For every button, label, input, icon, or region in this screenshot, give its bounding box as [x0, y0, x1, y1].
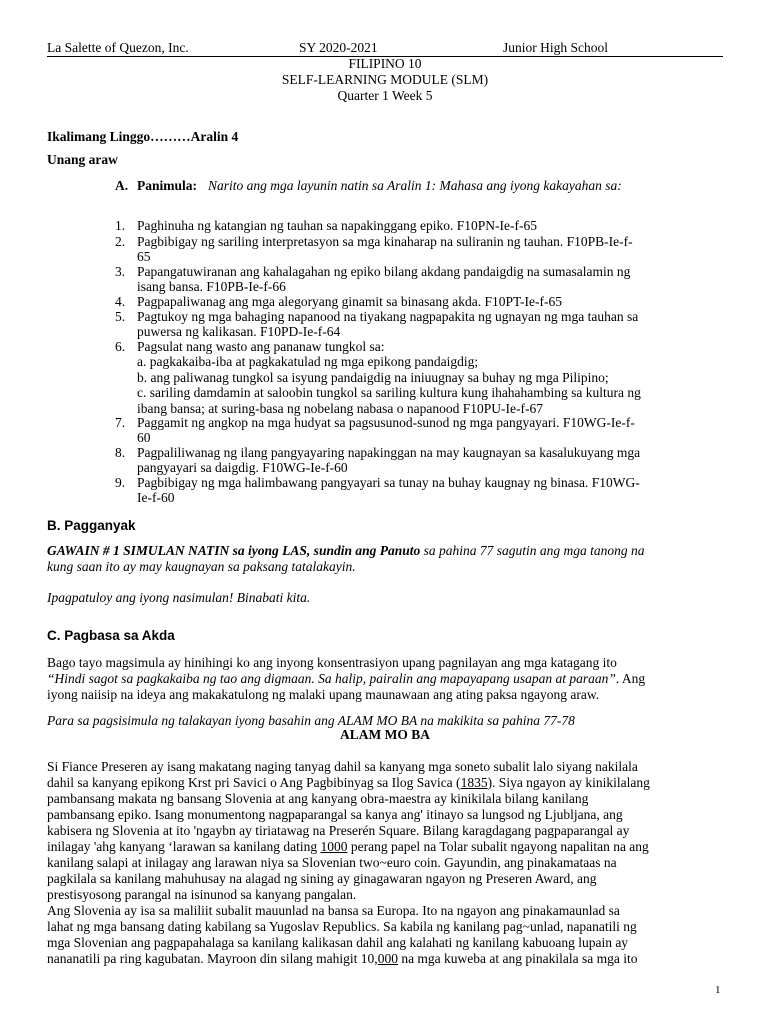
passage-segment: ). Siya ngayon ay kinikilalang: [487, 775, 650, 790]
quarter-title: Quarter 1 Week 5: [337, 88, 433, 103]
objective-line: pangyayari sa daigdig. F10WG-Ie-f-60: [137, 460, 348, 476]
week-heading: Ikalimang Linggo………Aralin 4: [47, 129, 239, 144]
objective-line: Pagpaliliwanag ng ilang pangyayaring napakinggan na may kaugnayan sa kasalukuyang mga: [137, 445, 641, 460]
pagbasa-intro-1: Bago tayo magsimula ay hinihingi ko ang inyong konsentrasiyon upang pagnilayan ang mga katagang ito: [47, 655, 617, 670]
passage-segment: nananatili pa ring kagubatan. Mayroon din silang mahigit 10,: [47, 951, 378, 966]
passage-segment: perang papel na Tolar subalit ngayong napalitan na ang: [347, 839, 649, 854]
objective-line: puwersa ng kalikasan. F10PD-Ie-f-64: [137, 324, 341, 340]
objective-item: [115, 309, 723, 340]
objective-line: Paghinuha ng katangian ng tauhan sa napakinggang epiko. F10PN-Ie-f-65: [137, 218, 538, 233]
objective-number: 7.: [115, 415, 126, 430]
objective-item: [115, 218, 723, 233]
passage-line: kabisera ng Slovenia at ito 'ngaybn ay tiriatawag na Preserén Square. Bilang karagdagang pagpaparangal ay: [47, 823, 630, 838]
subject-title: FILIPINO 10: [348, 56, 422, 71]
objective-line: isang bansa. F10PB-Ie-f-66: [137, 279, 286, 295]
objective-line: Pagpapaliwanag ang mga alegoryang ginamit sa binasang akda. F10PT-Ie-f-65: [137, 294, 563, 309]
objective-text: [137, 309, 723, 340]
objective-item: [115, 445, 723, 476]
passage-paragraph-1: [47, 759, 723, 967]
panimula-intro: Narito ang mga layunin natin sa Aralin 1: Mahasa ang iyong kakayahan sa:: [208, 178, 622, 193]
objective-line: a. pagkakaiba-iba at pagkakatulad ng mga epikong pandaigdig;: [137, 354, 479, 370]
pagbasa-intro-2: [47, 671, 645, 687]
passage-segment: dahil sa kanyang epikong Krst pri Savici o Ang Pagbibinyag sa Ilog Savica (: [47, 775, 461, 790]
objective-line: 65: [137, 249, 151, 265]
passage-line: Si Fiance Preseren ay isang makatang naging tanyag dahil sa kanyang mga soneto subalit lalo siyang nakilala: [47, 759, 638, 774]
objective-text: [137, 445, 723, 476]
passage-segment: inilagay 'ahg kanyang ‘larawan sa kanilang dating: [47, 839, 321, 854]
objective-number: 9.: [115, 475, 126, 490]
school-year: SY 2020-2021: [299, 40, 378, 55]
underlined-number: 000: [377, 951, 398, 966]
encouragement: Ipagpatuloy ang iyong nasimulan! Binabati kita.: [47, 590, 311, 605]
objective-line: 60: [137, 430, 151, 446]
passage-line: Ang Slovenia ay isa sa maliliit subalit mauunlad na bansa sa Europa. Ito na ngayon ang pinakamaunlad sa: [47, 903, 620, 918]
quote: “Hindi sagot sa pagkakaiba ng tao ang digmaan. Sa halip, pairalin ang mapayapang usapan at paraan”: [47, 671, 616, 686]
objective-number: 5.: [115, 309, 126, 324]
objective-item: [115, 264, 723, 295]
objective-text: [137, 475, 723, 506]
objective-number: 4.: [115, 294, 126, 309]
objective-number: 3.: [115, 264, 126, 279]
day-heading: Unang araw: [47, 152, 118, 167]
panimula-label: Panimula:: [137, 178, 198, 193]
underlined-amount: 1000: [320, 839, 348, 854]
objective-text: [137, 415, 723, 446]
school-level: Junior High School: [503, 40, 609, 55]
objective-line: Pagbibigay ng mga halimbawang pangyayari sa tunay na buhay kaugnay ng binasa. F10WG-: [137, 475, 640, 490]
gawain-instruction: [47, 543, 645, 559]
passage-line: pambansang makata ng bansang Slovenia at ang kanyang obra-maestra ay kinikilala bilang kanilang: [47, 791, 589, 806]
passage-line: pagkilala sa kanilang mahuhusay na alagad ng sining ay ginagawaran ngayon ng Preseren Award, ang: [47, 871, 597, 886]
objective-item: [115, 294, 723, 309]
pagganyak-heading: B. Pagganyak: [47, 518, 136, 533]
page-number: 1: [715, 984, 721, 996]
objective-text: [137, 234, 723, 265]
alam-mo-ba-title: ALAM MO BA: [340, 727, 430, 742]
gawain-rest: sa pahina 77 sagutin ang mga tanong na: [420, 543, 645, 558]
passage-line: [47, 951, 723, 967]
objective-number: 1.: [115, 218, 126, 233]
passage-line: [47, 839, 723, 855]
objective-number: 6.: [115, 339, 126, 354]
school-name: La Salette of Quezon, Inc.: [47, 40, 189, 55]
objective-line: Paggamit ng angkop na mga hudyat sa pagsusunod-sunod ng mga pangyayari. F10WG-Ie-f-: [137, 415, 635, 430]
passage-line: mga Slovenian ang pagpapahalaga sa kanilang kalikasan dahil ang kalahati ng kanilang kabuoang lupain ay: [47, 935, 629, 950]
gawain-instruction-line2: kung saan ito ay may kaugnayan sa paksang tatalakayin.: [47, 559, 356, 574]
objective-text: [137, 339, 723, 416]
objective-text: [137, 264, 723, 295]
quote-end: . Ang: [615, 671, 646, 686]
passage-line: lahat ng mga bansang dating kabilang sa Yugoslav Republics. Sa kabila ng kanilang pag~unlad, napanatili ng: [47, 919, 637, 934]
passage-segment: na mga kuweba at ang pinakilala sa mga ito: [397, 951, 638, 966]
objective-line: ibang bansa; at suring-basa ng nobelang nabasa o napanood F10PU-Ie-f-67: [137, 400, 544, 416]
objective-item: [115, 415, 723, 446]
gawain-bold: GAWAIN # 1 SIMULAN NATIN sa iyong LAS, sundin ang Panuto: [47, 543, 421, 558]
objective-text: [137, 218, 723, 233]
underlined-year: 1835: [460, 775, 488, 790]
objective-text: [137, 294, 723, 309]
objective-item: [115, 234, 723, 265]
passage-line: prestisyosong parangal na isinunod sa kanyang pangalan.: [47, 887, 357, 902]
objective-item: [115, 339, 723, 416]
objective-line: Papangatuwiranan ang kahalagahan ng epiko bilang akdang pandaigdig na sumasalamin ng: [137, 264, 631, 279]
objective-number: 2.: [115, 234, 126, 249]
panimula-letter: A.: [115, 178, 129, 193]
objective-line: Pagbibigay ng sariling interpretasyon sa mga kinaharap na suliranin ng tauhan. F10PB-Ie-f-: [137, 234, 633, 249]
objective-number: 8.: [115, 445, 126, 460]
passage-line: kanilang salapi at inilagay ang larawan niya sa Slovenian two~euro coin. Gayundin, ang pinakamataas na: [47, 855, 617, 870]
passage-line: [47, 775, 723, 791]
reading-instruction: Para sa pagsisimula ng talakayan iyong basahin ang ALAM MO BA na makikita sa pahina 77-78: [47, 713, 575, 728]
objective-item: [115, 475, 723, 506]
pagbasa-intro-3: iyong naiisip na ideya ang makakatulong ng malaki upang maunawaan ang ating paksa ngayong araw.: [47, 687, 600, 702]
module-title: SELF-LEARNING MODULE (SLM): [281, 72, 489, 87]
objective-line: Ie-f-60: [137, 490, 175, 506]
pagbasa-heading: C. Pagbasa sa Akda: [47, 628, 175, 643]
objective-line: Pagsulat nang wasto ang pananaw tungkol sa:: [137, 339, 385, 354]
objective-line: b. ang paliwanag tungkol sa isyung pandaigdig na iniuugnay sa buhay ng mga Pilipino;: [137, 369, 609, 385]
objective-line: c. sariling damdamin at saloobin tungkol sa sariling kultura kung ihahahambing sa kultura ng: [137, 385, 641, 401]
passage-line: pambansang epiko. Isang monumentong nagpaparangal sa kanya ang' itinayo sa lungsod ng Ljubljana, ang: [47, 807, 623, 822]
objective-line: Pagtukoy ng mga bahaging napanood na tiyakang nagpapakita ng ugnayan ng mga tauhan sa: [137, 309, 639, 324]
